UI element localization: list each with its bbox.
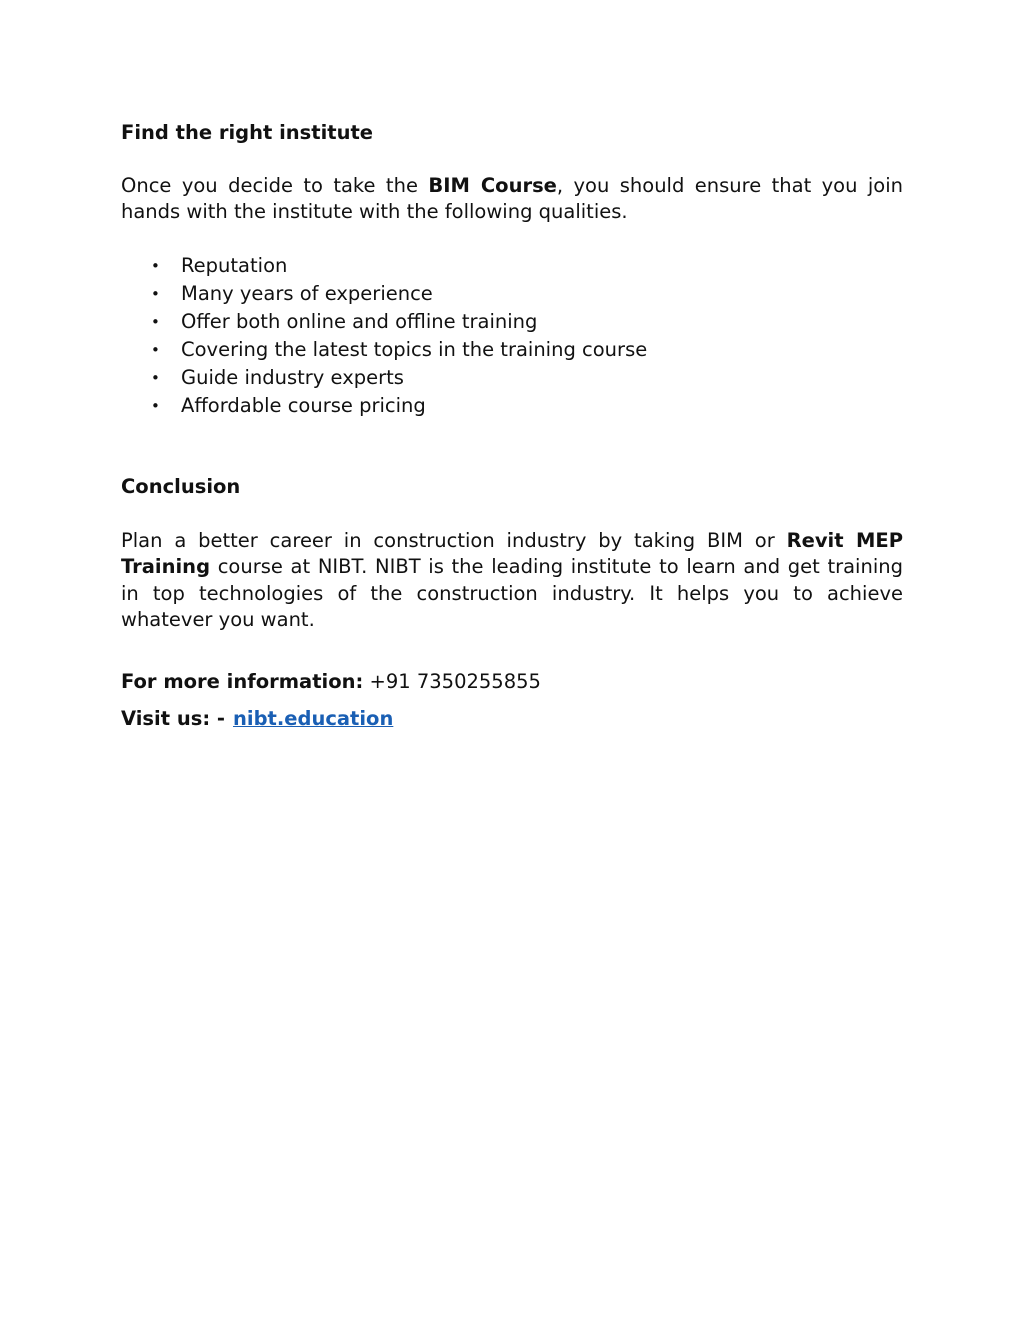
qualities-list-item-text: Offer both online and offline training — [181, 310, 538, 333]
qualities-list — [121, 252, 647, 420]
visit-line — [121, 707, 393, 730]
qualities-list-item — [121, 252, 647, 280]
revit-mep-training-emphasis: Revit MEP Training — [121, 529, 903, 579]
bim-course-emphasis: BIM Course — [428, 174, 557, 197]
qualities-list-item-text: Reputation — [181, 254, 288, 277]
qualities-list-item-text: Guide industry experts — [181, 366, 404, 389]
qualities-list-item — [121, 308, 647, 336]
qualities-list-item-text: Affordable course pricing — [181, 394, 426, 417]
phone-number: +91 7350255855 — [363, 670, 541, 693]
more-info-label: For more information: — [121, 670, 364, 693]
bullet-icon: • — [151, 341, 160, 359]
intro-paragraph — [121, 173, 903, 226]
bullet-icon: • — [151, 285, 160, 303]
qualities-list-item — [121, 392, 647, 420]
qualities-list-item-text: Covering the latest topics in the training course — [181, 338, 648, 361]
website-link[interactable]: nibt.education — [233, 707, 394, 730]
more-info-line — [121, 670, 541, 693]
conclusion-text-start: Plan a better career in construction industry by taking BIM or — [121, 529, 787, 552]
section-heading-conclusion: Conclusion — [121, 475, 241, 498]
section-heading-find-institute: Find the right institute — [121, 121, 374, 144]
intro-text-start: Once you decide to take the — [121, 174, 429, 197]
visit-label: Visit us: - — [121, 707, 226, 730]
bullet-icon: • — [151, 257, 160, 275]
qualities-list-item-text: Many years of experience — [181, 282, 433, 305]
bullet-icon: • — [151, 369, 160, 387]
bullet-icon: • — [151, 397, 160, 415]
bullet-icon: • — [151, 313, 160, 331]
qualities-list-item — [121, 364, 647, 392]
qualities-list-item — [121, 336, 647, 364]
intro-text-end: , you should ensure that you join hands with the institute with the following qualities. — [121, 174, 903, 224]
conclusion-paragraph — [121, 528, 903, 633]
conclusion-text-end: course at NIBT. NIBT is the leading institute to learn and get training in top technologies of the construction industry. It helps you to achieve whatever you want. — [121, 555, 903, 631]
qualities-list-item — [121, 280, 647, 308]
